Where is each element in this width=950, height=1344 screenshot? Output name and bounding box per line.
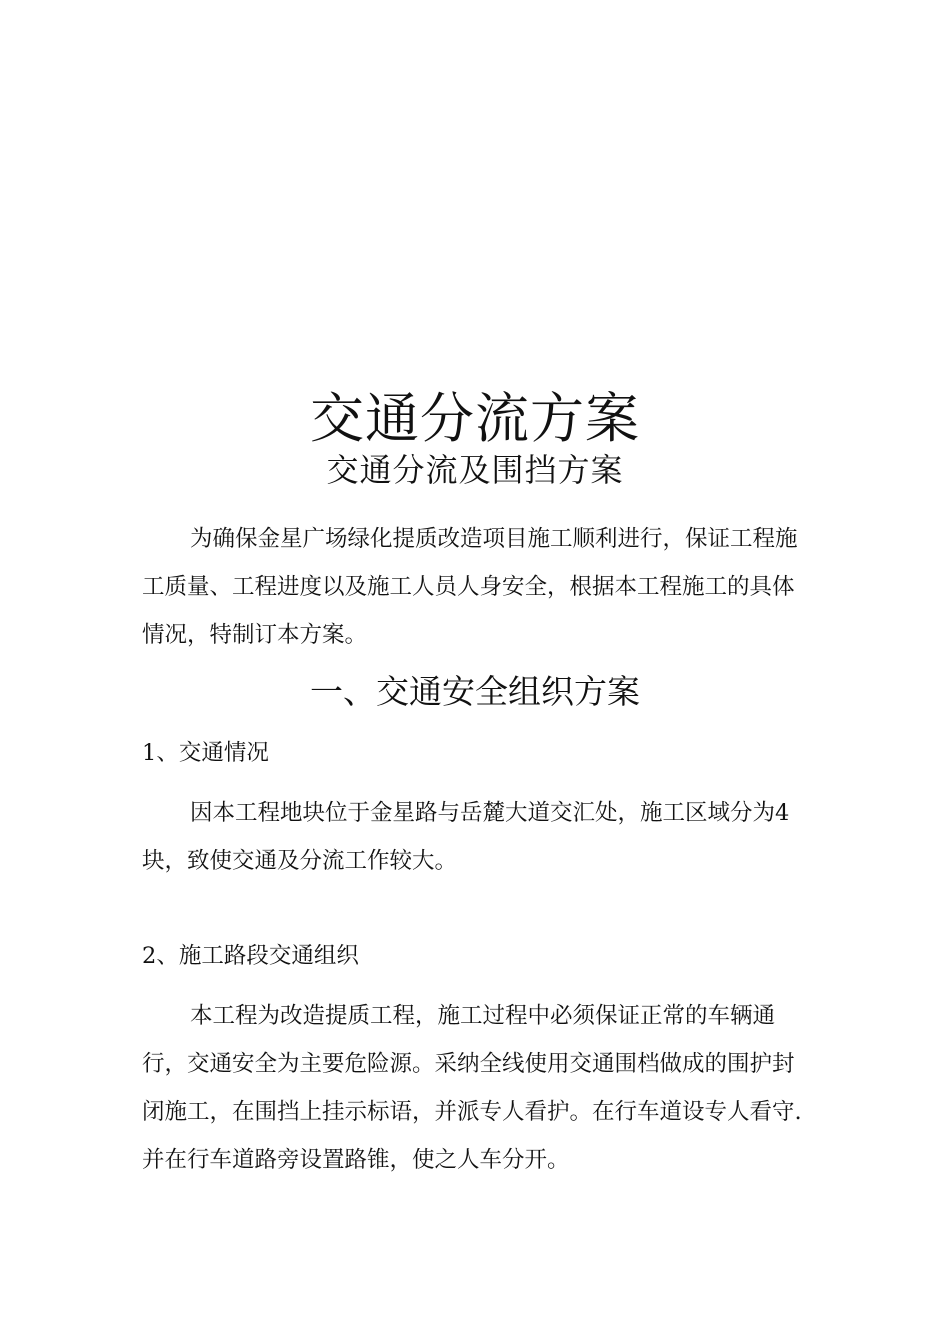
- subheading-road-organization: 2、施工路段交通组织: [142, 943, 359, 969]
- road-organization-paragraph: 本工程为改造提质工程，施工过程中必须保证正常的车辆通行，交通安全为主要危险源。采纳全线使用交通围档做成的围护封闭施工，在围挡上挂示标语，并派专人看护。在行车道设专人看守.并在行车道路旁设置路锥，使之人车分开。: [142, 1003, 802, 1173]
- document-title: 交通分流方案: [310, 387, 640, 450]
- document-subtitle: 交通分流及围挡方案: [326, 451, 624, 489]
- section-heading-traffic-safety: 一、交通安全组织方案: [310, 672, 640, 711]
- subheading-traffic-situation: 1、交通情况: [142, 740, 269, 766]
- intro-paragraph: 为确保金星广场绿化提质改造项目施工顺利进行，保证工程施工质量、工程进度以及施工人员人身安全，根据本工程施工的具体情况，特制订本方案。: [142, 526, 798, 648]
- traffic-situation-paragraph: 因本工程地块位于金星路与岳麓大道交汇处，施工区域分为4块，致使交通及分流工作较大。: [142, 800, 790, 874]
